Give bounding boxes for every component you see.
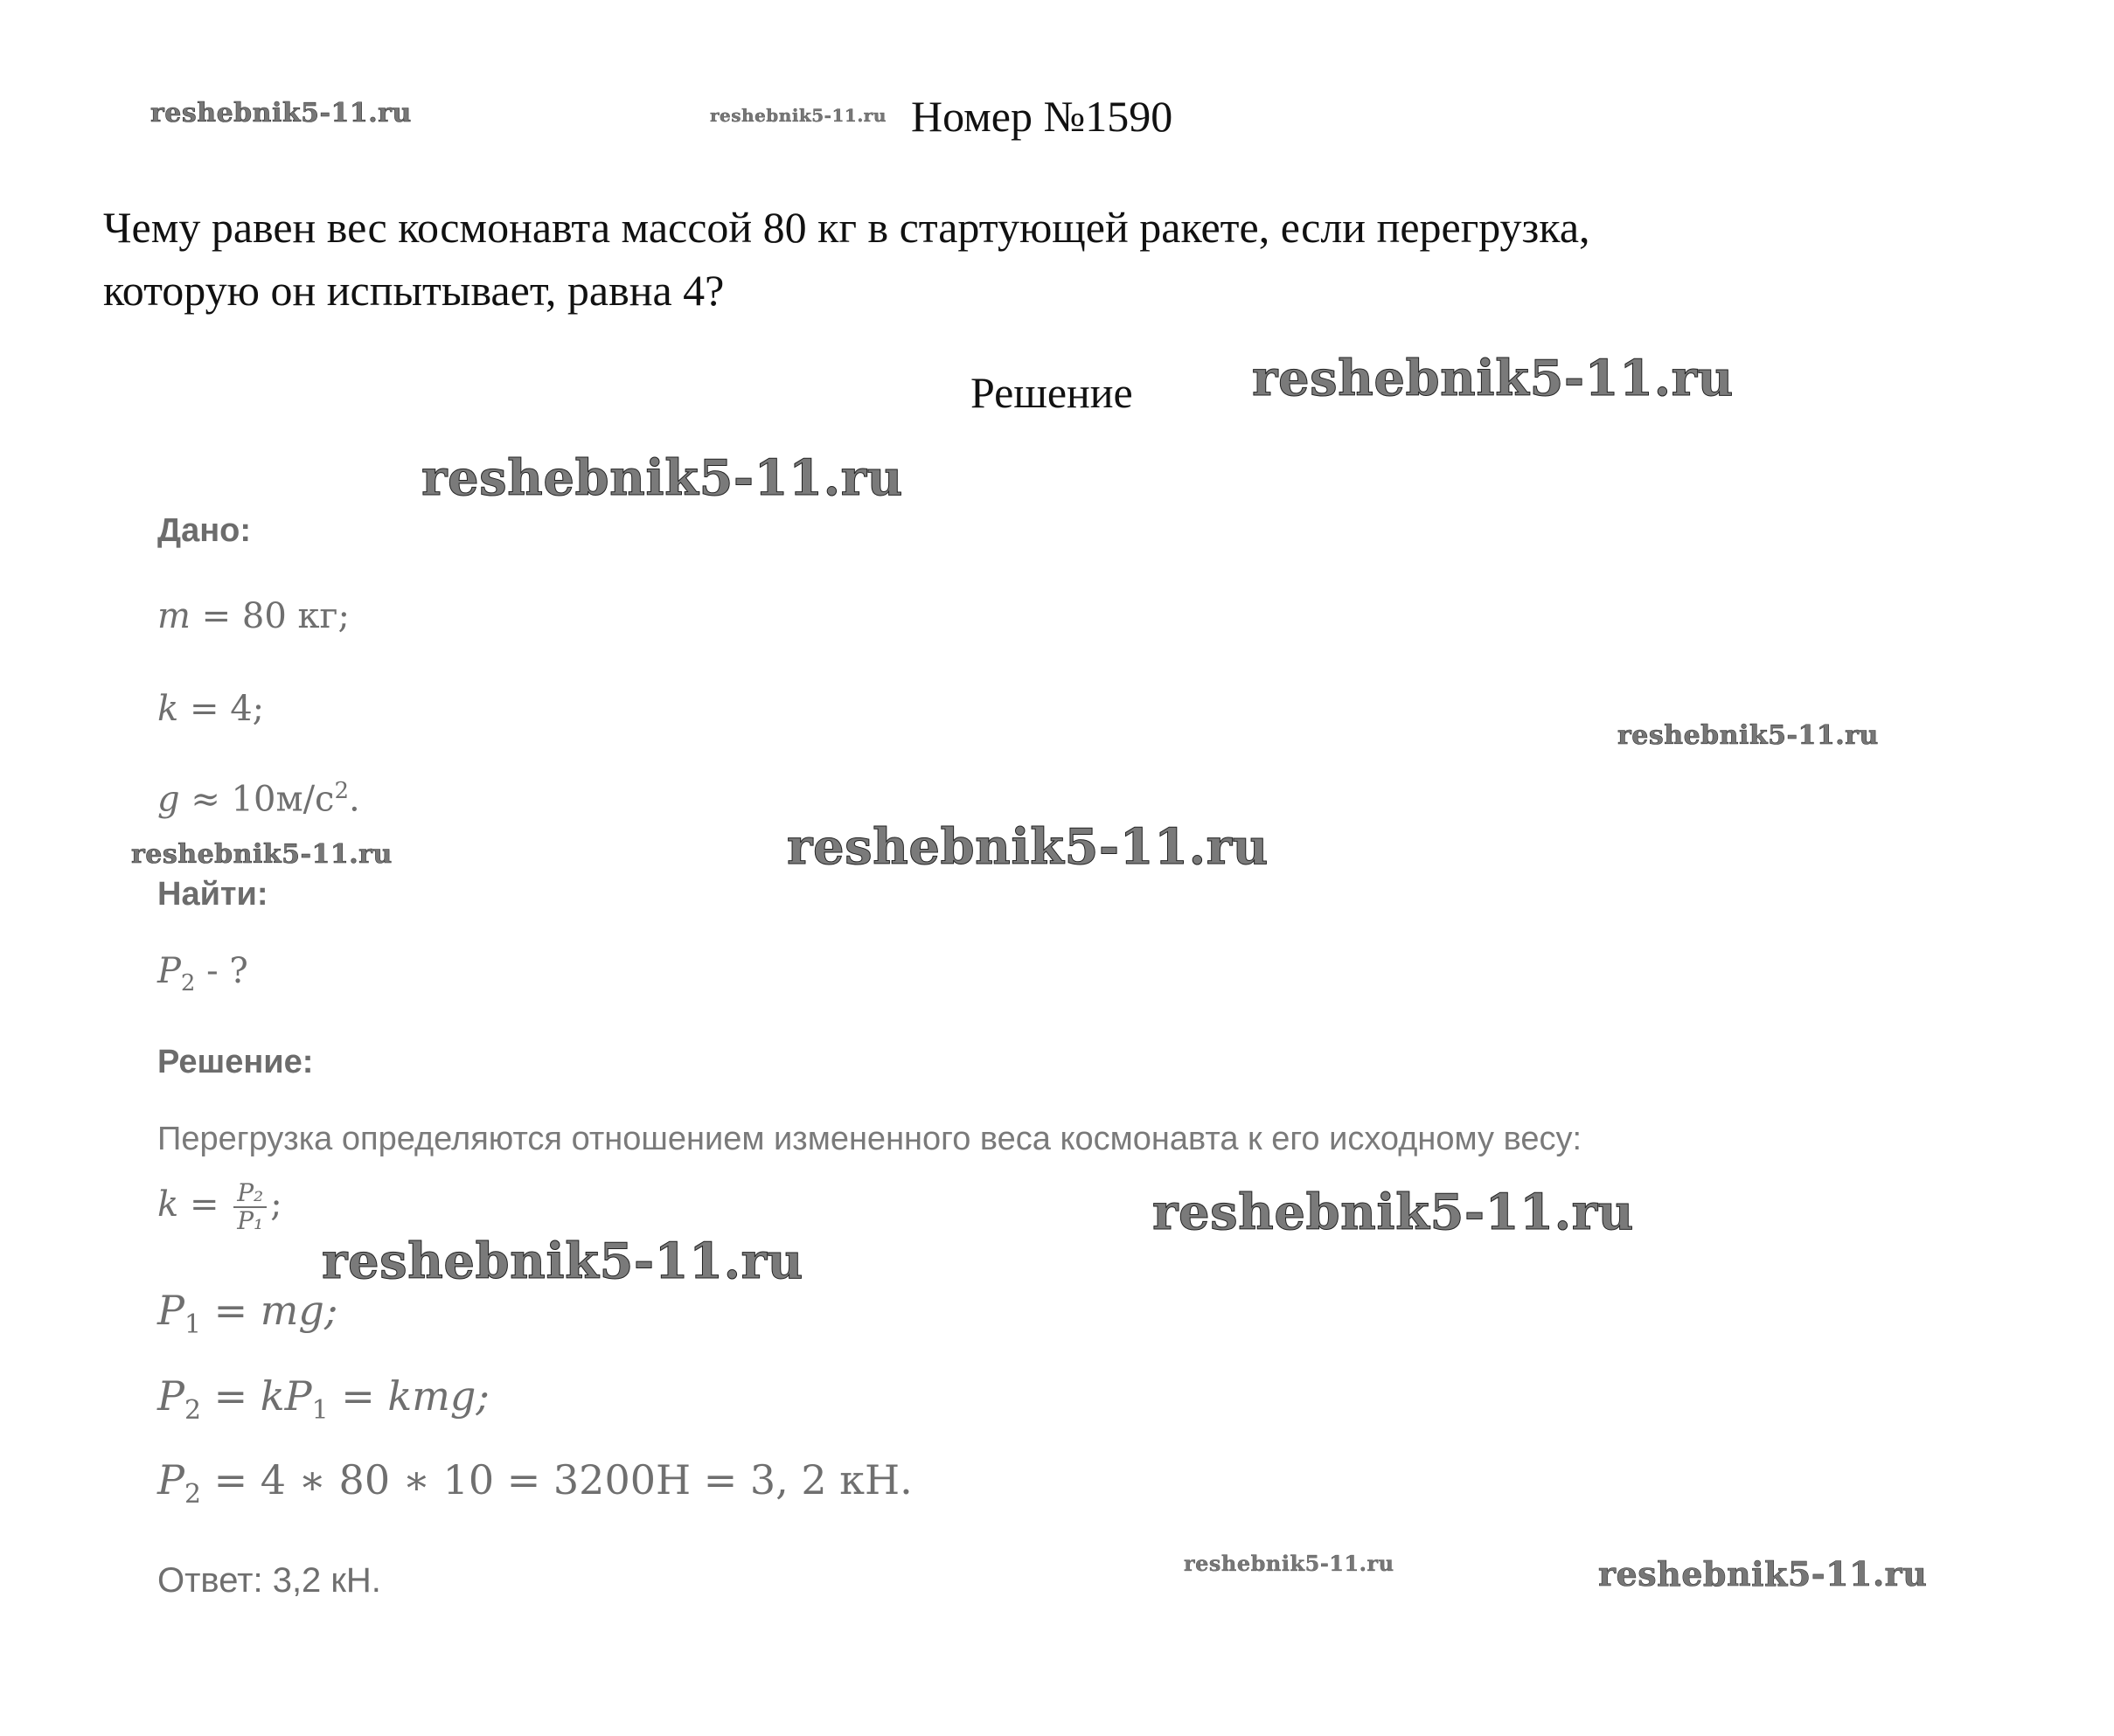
given-overload xyxy=(157,689,264,729)
weight-symbol: P xyxy=(157,1372,184,1420)
formula-changed-weight xyxy=(157,1372,490,1426)
weight-subscript: 2 xyxy=(184,1395,201,1427)
solution-label: Решение: xyxy=(157,1044,314,1080)
watermark-logo: reshebnik5-11.ru xyxy=(421,449,903,507)
overload-value: = 4; xyxy=(178,689,265,729)
watermark-logo: reshebnik5-11.ru xyxy=(710,105,887,126)
given-gravity xyxy=(157,778,360,819)
find-unknown xyxy=(157,951,248,996)
find-label: Найти: xyxy=(157,876,268,913)
watermark-logo: reshebnik5-11.ru xyxy=(1617,720,1879,751)
fraction-denominator: P₁ xyxy=(237,1206,264,1235)
formula-rhs: = kmg; xyxy=(328,1372,490,1420)
answer-text: Ответ: 3,2 кН. xyxy=(157,1561,381,1600)
problem-text-line-1: Чему равен вес космонавта массой 80 кг в стартующей ракете, если перегрузка, xyxy=(103,203,1590,252)
problem-number-title: Номер №1590 xyxy=(911,92,1173,141)
formula-rhs: = 4 ∗ 80 ∗ 10 = 3200Н = 3, 2 кН. xyxy=(200,1456,913,1503)
weight-subscript: 2 xyxy=(184,1479,201,1510)
given-label: Дано: xyxy=(157,512,252,549)
watermark-logo: reshebnik5-11.ru xyxy=(150,98,412,128)
solution-explanation: Перегрузка определяются отношением измененного веса космонавта к его исходному весу: xyxy=(157,1121,1582,1157)
gravity-end: . xyxy=(349,779,360,820)
mass-value: = 80 кг; xyxy=(190,596,350,636)
watermark-logo: reshebnik5-11.ru xyxy=(787,818,1269,876)
formula-initial-weight xyxy=(157,1287,337,1340)
weight-symbol: P xyxy=(157,951,181,991)
watermark-logo: reshebnik5-11.ru xyxy=(1152,1184,1634,1241)
weight-subscript: 1 xyxy=(184,1309,201,1341)
watermark-logo: reshebnik5-11.ru xyxy=(131,839,393,870)
gravity-value: ≈ 10м/с xyxy=(179,779,335,820)
watermark-logo: reshebnik5-11.ru xyxy=(322,1233,803,1290)
problem-text-line-2: которую он испытывает, равна 4? xyxy=(103,266,725,315)
weight-subscript: 1 xyxy=(311,1395,329,1427)
weight-symbol: P xyxy=(157,1287,184,1334)
watermark-logo: reshebnik5-11.ru xyxy=(1598,1554,1928,1594)
solution-heading: Решение xyxy=(970,368,1133,417)
gravity-exponent: 2 xyxy=(334,778,349,804)
watermark-logo: reshebnik5-11.ru xyxy=(1184,1551,1394,1576)
unknown-mark: - ? xyxy=(195,951,248,991)
fraction-numerator: P₂ xyxy=(233,1180,267,1208)
overload-symbol: k xyxy=(157,689,179,729)
formula-rhs: = mg; xyxy=(200,1287,338,1334)
formula-rhs: = kP xyxy=(200,1372,312,1420)
formula-calculation xyxy=(157,1456,913,1510)
weight-symbol: P xyxy=(157,1456,184,1503)
formula-overload xyxy=(157,1180,282,1234)
formula-overload-end: ; xyxy=(270,1184,282,1225)
given-mass xyxy=(157,596,350,636)
gravity-symbol: g xyxy=(157,779,180,820)
mass-symbol: m xyxy=(157,596,191,636)
formula-overload-lhs: k = xyxy=(157,1184,231,1225)
weight-subscript: 2 xyxy=(180,970,196,996)
formula-overload-fraction xyxy=(233,1180,267,1234)
watermark-logo: reshebnik5-11.ru xyxy=(1252,350,1734,407)
